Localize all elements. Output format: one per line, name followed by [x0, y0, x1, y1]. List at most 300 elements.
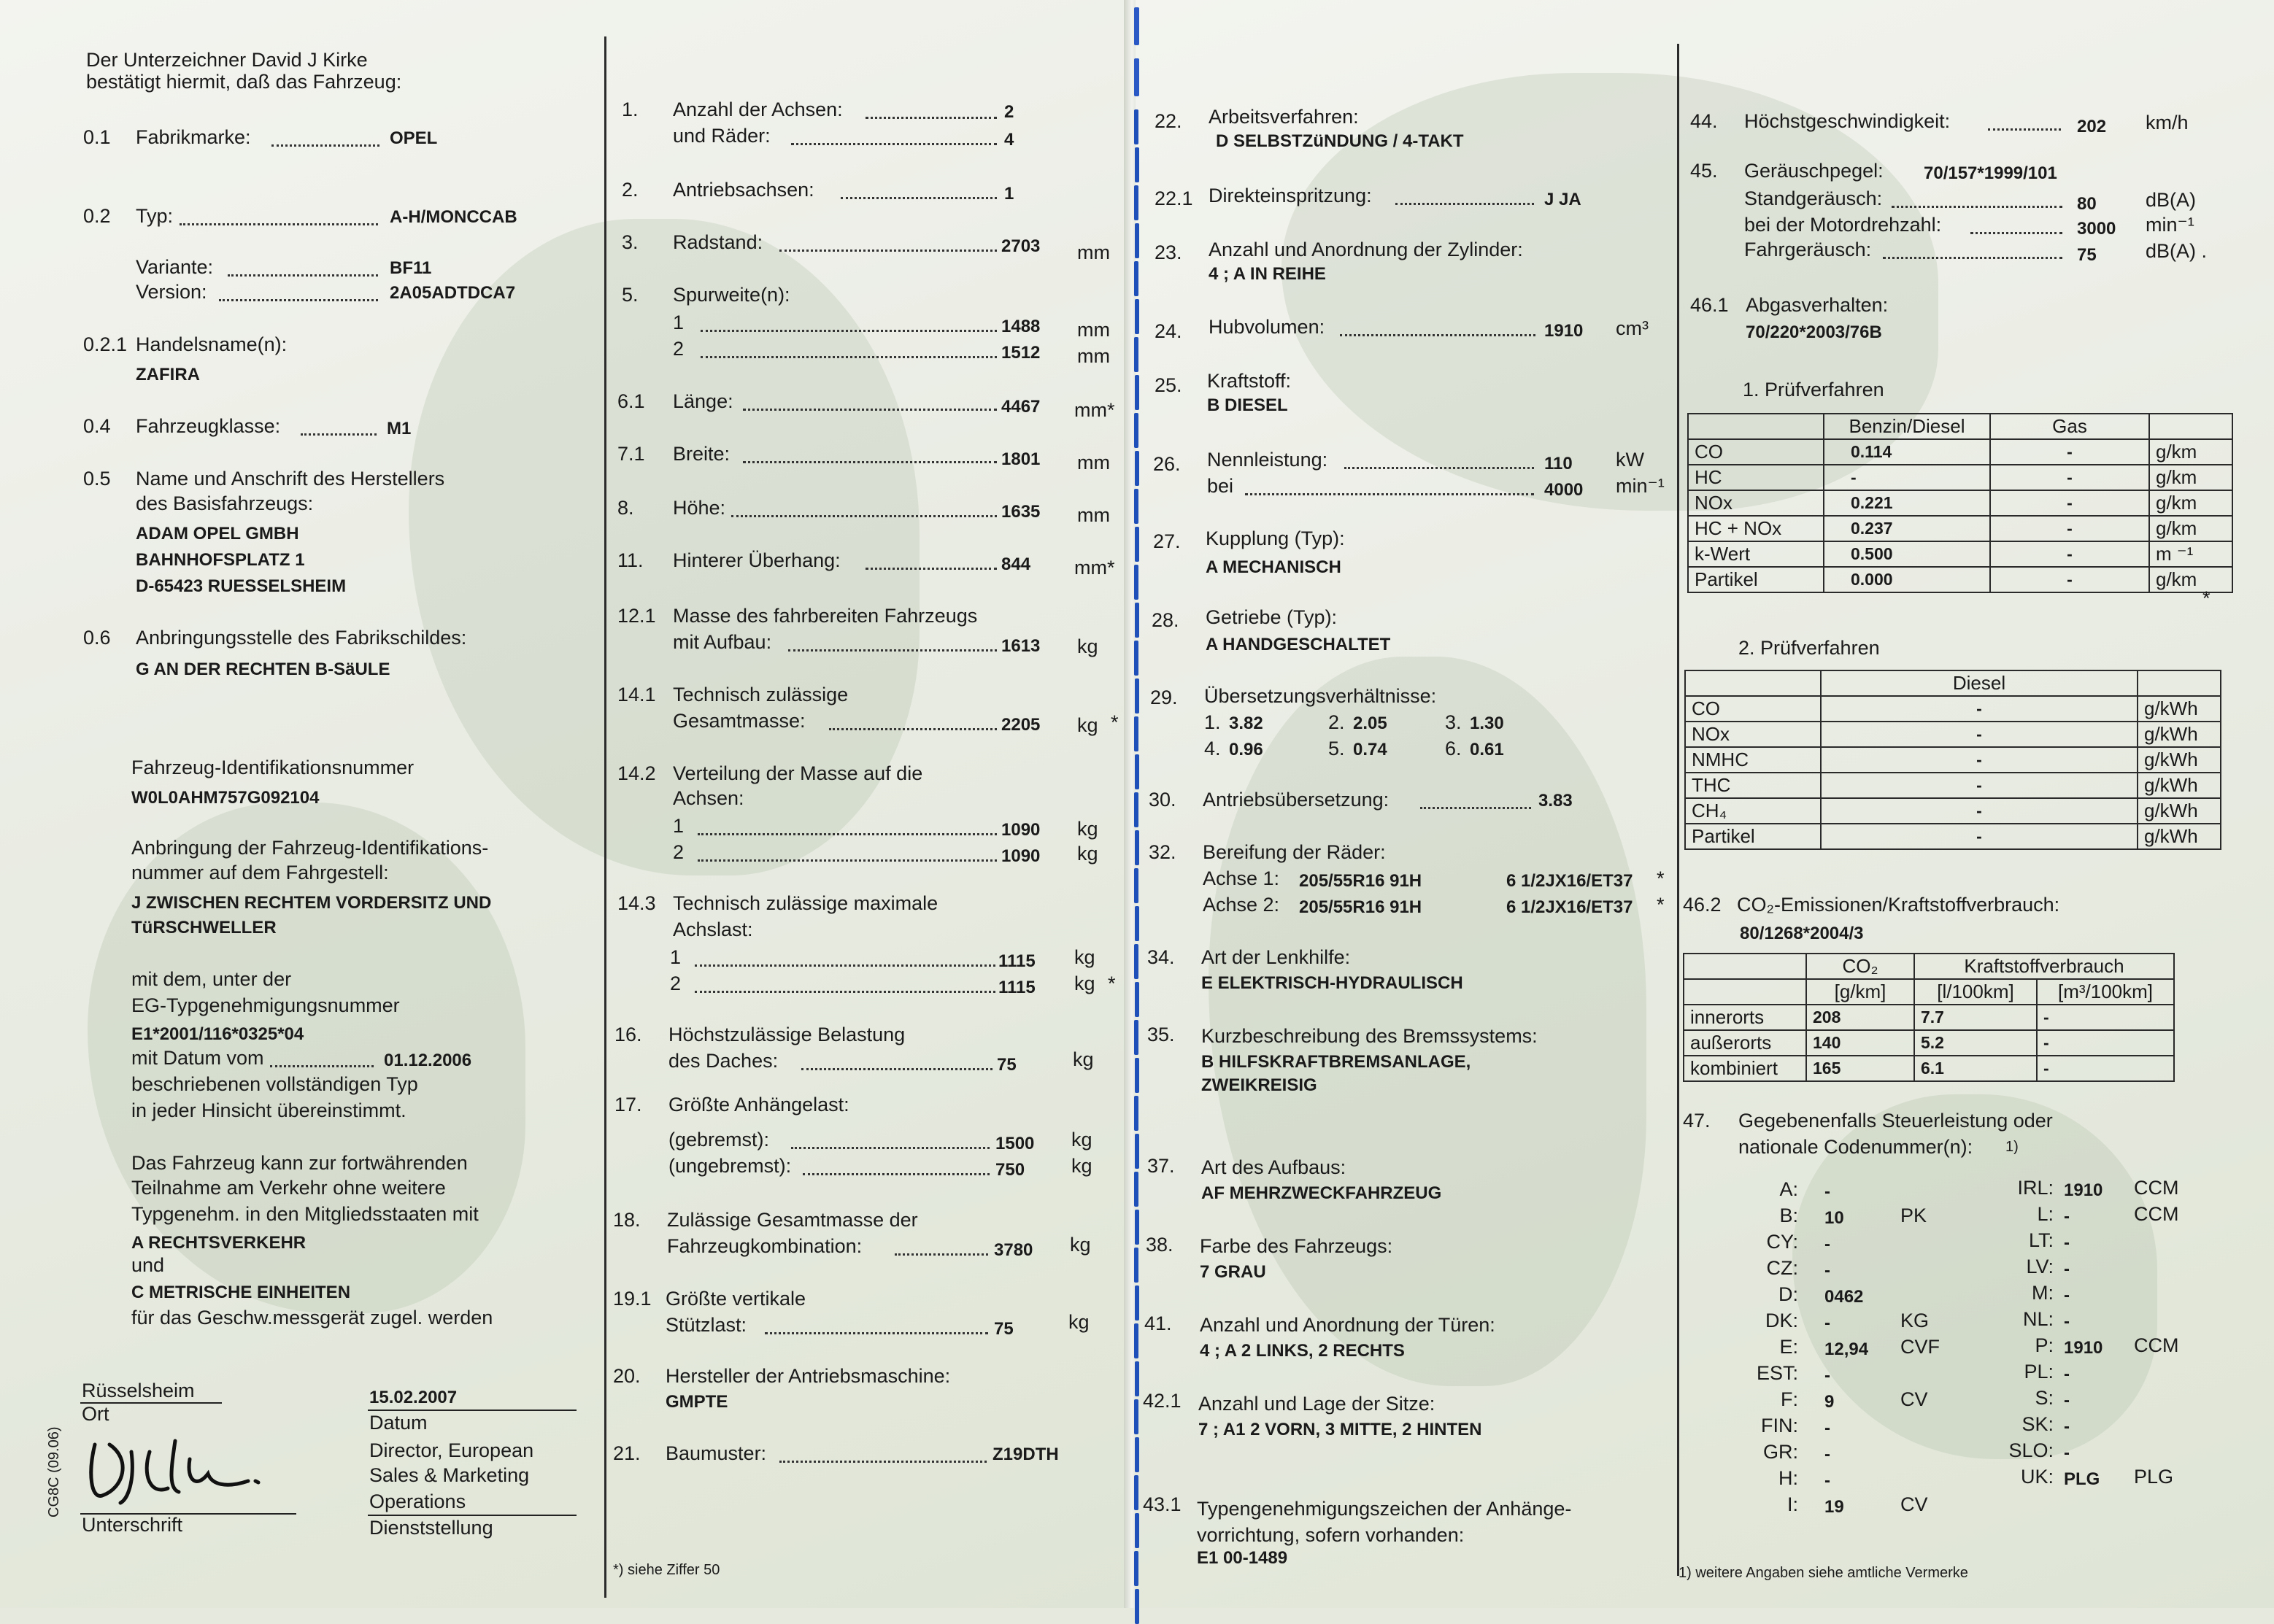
ratio-num: 1.	[1204, 711, 1221, 733]
item-num: 44.	[1690, 110, 1718, 132]
row-num: 2	[673, 841, 685, 863]
item-num: 34.	[1147, 946, 1175, 968]
item-num: 0.2	[83, 205, 111, 227]
label-getriebe: Getriebe (Typ):	[1206, 606, 1338, 628]
table-cell: 0.114	[1824, 439, 1990, 465]
label-date: mit Datum vom	[131, 1047, 264, 1069]
table-header	[1688, 414, 1824, 439]
label-anhaengevorrichtung-2: vorrichtung, sofern vorhanden:	[1197, 1524, 1465, 1546]
spine-stitch	[1134, 868, 1138, 903]
table-header: [l/100km]	[1914, 979, 2037, 1005]
item-num: 21.	[613, 1442, 641, 1464]
country-code-value: -	[1824, 1445, 1830, 1464]
country-code-label: FIN:	[1761, 1415, 1798, 1437]
table-cell: 6.1	[1914, 1056, 2037, 1081]
value-fabrikschild: G AN DER RECHTEN B-SäULE	[136, 660, 390, 679]
intro-line-2: bestätigt hiermit, daß das Fahrzeug:	[86, 71, 402, 93]
dot-leader	[1892, 188, 2062, 208]
item-num: 46.1	[1690, 294, 1729, 316]
dot-leader	[228, 257, 378, 277]
table-cell: 0.221	[1824, 490, 1990, 516]
country-code-label: I:	[1787, 1493, 1798, 1515]
dot-leader	[1988, 111, 2061, 131]
country-code-value: -	[2064, 1285, 2070, 1305]
country-code-value: -	[1824, 1313, 1830, 1333]
value-motordrehzahl: 3000	[2077, 219, 2116, 239]
staple-mark	[1134, 7, 1139, 45]
table-cell: g/kWh	[2138, 722, 2221, 747]
dot-leader	[219, 282, 378, 301]
value-drehzahl: 4000	[1544, 480, 1584, 500]
dot-leader	[1245, 476, 1534, 495]
label-hersteller-2: des Basisfahrzeugs:	[136, 492, 314, 514]
table-row	[1688, 541, 2232, 567]
table-header	[2138, 670, 2221, 696]
value-verteilung-1: 1090	[1001, 820, 1041, 840]
table-row-label: k-Wert	[1688, 541, 1824, 567]
handwritten-signature	[80, 1430, 299, 1510]
item-num: 26.	[1153, 453, 1181, 475]
footnote-mark: *	[1111, 711, 1119, 733]
spine-stitch	[1134, 792, 1138, 827]
value-co2-ref: 80/1268*2004/3	[1740, 924, 1864, 943]
country-code-value: 0462	[1824, 1287, 1864, 1307]
country-code-label: SK:	[2021, 1413, 2054, 1435]
value-hoechstgeschwindigkeit: 202	[2077, 117, 2107, 136]
item-num: 37.	[1147, 1155, 1175, 1177]
country-code-value: -	[2064, 1312, 2070, 1331]
unit: kg	[1074, 973, 1095, 994]
value-kraftstoff: B DIESEL	[1207, 395, 1288, 415]
country-code-label: A:	[1779, 1178, 1798, 1200]
spine-stitch	[1135, 1058, 1139, 1093]
country-code-unit: CV	[1900, 1493, 1928, 1515]
item-num: 18.	[613, 1209, 641, 1231]
value-achslast-2: 1115	[998, 978, 1036, 997]
dot-leader	[765, 1315, 988, 1334]
item-num: 14.1	[617, 684, 656, 705]
country-code-value: -	[2064, 1417, 2070, 1437]
country-code-value: -	[2064, 1233, 2070, 1253]
country-code-label: M:	[2032, 1282, 2054, 1304]
spine-stitch	[1134, 109, 1138, 144]
country-code-label: CY:	[1766, 1231, 1798, 1253]
table-row	[1688, 439, 2232, 465]
country-code-label: UK:	[2020, 1466, 2054, 1488]
table-cell: -	[1821, 747, 2138, 773]
item-num: 14.3	[617, 892, 656, 914]
label-sitze: Anzahl und Lage der Sitze:	[1198, 1393, 1435, 1415]
label-fin-place-2: nummer auf dem Fahrgestell:	[131, 862, 389, 883]
label-achsen: Anzahl der Achsen:	[673, 98, 843, 120]
item-num: 46.2	[1683, 894, 1722, 916]
table-cell: -	[2037, 1056, 2174, 1081]
table-row-label: außerorts	[1684, 1030, 1806, 1056]
table-row-label: HC + NOx	[1688, 516, 1824, 541]
label-place: Ort	[82, 1403, 109, 1425]
unit: dB(A)	[2146, 189, 2197, 211]
spine-stitch	[1135, 375, 1139, 410]
table-cell: -	[1990, 516, 2149, 541]
item-num: 3.	[622, 231, 639, 253]
item-num: 0.1	[83, 126, 111, 148]
spine-stitch	[1134, 716, 1138, 751]
country-code-label: GR:	[1762, 1441, 1798, 1463]
spine-stitch	[1134, 337, 1138, 372]
row-num: 2	[670, 973, 682, 994]
table-row	[1684, 1030, 2174, 1056]
label-uebersetzung: Übersetzungsverhältnisse:	[1204, 685, 1437, 707]
table-cell: g/kWh	[2138, 696, 2221, 722]
table-cell: -	[1990, 567, 2149, 592]
item-num: 2.	[622, 179, 639, 201]
spine-stitch	[1134, 1399, 1138, 1434]
unit: min⁻¹	[2146, 214, 2194, 236]
ratio-num: 5.	[1328, 738, 1345, 759]
item-num: 24.	[1155, 320, 1182, 342]
co2-consumption-table	[1683, 953, 2175, 1082]
item-num: 7.1	[617, 443, 645, 465]
unit: kg	[1071, 1155, 1092, 1177]
label-dachlast-2: des Daches:	[668, 1050, 779, 1072]
spine-stitch	[1134, 1248, 1138, 1283]
country-code-label: LV:	[2026, 1256, 2054, 1277]
label-gebremst: (gebremst):	[668, 1129, 770, 1151]
table-row-label: THC	[1685, 773, 1821, 798]
value-lenkhilfe: E ELEKTRISCH-HYDRAULISCH	[1201, 973, 1463, 993]
country-code-value: 9	[1824, 1392, 1835, 1412]
value-fin-place-2: TüRSCHWELLER	[131, 918, 277, 937]
spine-stitch	[1135, 1285, 1139, 1321]
row-num: 1	[670, 946, 682, 968]
table-cell: 140	[1806, 1030, 1914, 1056]
item-num: 5.	[622, 284, 639, 306]
spine-stitch	[1135, 906, 1139, 941]
spine-stitch	[1135, 451, 1139, 486]
table-cell: -	[1821, 722, 2138, 747]
label-stuetzlast-2: Stützlast:	[666, 1314, 747, 1336]
label-fabrikschild: Anbringungsstelle des Fabrikschildes:	[136, 627, 467, 649]
value-ungebremst: 750	[995, 1160, 1025, 1180]
table-row	[1684, 1056, 2174, 1081]
spine-stitch	[1135, 603, 1139, 638]
unit: mm	[1077, 452, 1110, 473]
label-typ: Typ:	[136, 205, 174, 227]
country-code-label: NL:	[2022, 1308, 2054, 1330]
item-num: 47.	[1683, 1110, 1711, 1132]
ratio-value: 1.30	[1470, 714, 1504, 733]
spine-stitch	[1135, 1210, 1139, 1245]
country-code-label: L:	[2037, 1203, 2054, 1225]
dot-leader	[866, 99, 997, 119]
dot-leader	[791, 1129, 990, 1149]
country-code-label: S:	[2035, 1387, 2054, 1409]
table-row-label: CO	[1685, 696, 1821, 722]
country-code-unit: CVF	[1900, 1336, 1940, 1358]
table-cell: -	[2037, 1030, 2174, 1056]
item-num: 14.2	[617, 762, 656, 784]
item-num: 1.	[622, 98, 639, 120]
value-sign-date: 15.02.2007	[369, 1388, 458, 1407]
value-antriebsachsen: 1	[1004, 184, 1014, 204]
text-use-2: Teilnahme am Verkehr ohne weitere	[131, 1177, 446, 1199]
spine-stitch	[1135, 982, 1139, 1017]
value-spurweite-2: 1512	[1001, 343, 1041, 363]
value-position-2: Sales & Marketing	[369, 1464, 530, 1486]
dot-leader	[791, 125, 997, 145]
country-code-value: PLG	[2064, 1469, 2100, 1489]
dot-leader	[698, 842, 997, 862]
table-row	[1688, 490, 2232, 516]
table-row	[1685, 696, 2221, 722]
spine-stitch	[1134, 1096, 1138, 1131]
country-code-value: -	[2064, 1259, 2070, 1279]
table-cell: 5.2	[1914, 1030, 2037, 1056]
table-header	[1684, 954, 1806, 979]
unit: dB(A) .	[2146, 240, 2208, 262]
table-header: Kraftstoffverbrauch	[1914, 954, 2174, 979]
label-kombination: Zulässige Gesamtmasse der	[667, 1209, 918, 1231]
table-row-label: Partikel	[1685, 824, 1821, 849]
footnote: 1) weitere Angaben siehe amtliche Vermerke	[1678, 1565, 1968, 1581]
value-farbe: 7 GRAU	[1200, 1262, 1266, 1282]
unit: kg	[1077, 843, 1098, 865]
unit: kW	[1616, 449, 1644, 471]
label-nennleistung: Nennleistung:	[1207, 449, 1328, 471]
ratio-value: 0.74	[1353, 740, 1387, 759]
spine-stitch	[1135, 299, 1139, 334]
item-num: 8.	[617, 497, 634, 519]
item-num: 16.	[614, 1024, 642, 1045]
label-fahrzeugklasse: Fahrzeugklasse:	[136, 415, 281, 437]
table-header	[1684, 979, 1806, 1005]
label-verteilung-2: Achsen:	[673, 787, 744, 809]
item-num: 23.	[1155, 241, 1182, 263]
dot-leader	[743, 391, 997, 411]
spine-stitch	[1134, 489, 1138, 524]
label-raeder: und Räder:	[673, 125, 771, 147]
value-units: C METRISCHE EINHEITEN	[131, 1283, 351, 1302]
table-row-label: NOx	[1688, 490, 1824, 516]
country-code-unit: CCM	[2134, 1334, 2179, 1356]
table-cell: g/kWh	[2138, 747, 2221, 773]
footnote-ref: 1)	[2005, 1139, 2019, 1155]
unit: mm*	[1074, 399, 1115, 421]
ratio-num: 3.	[1445, 711, 1462, 733]
label-baumuster: Baumuster:	[666, 1442, 767, 1464]
spine-stitch	[1134, 1172, 1138, 1207]
value-variante: BF11	[390, 258, 432, 278]
text-use: Das Fahrzeug kann zur fortwährenden	[131, 1152, 468, 1174]
label-hersteller: Name und Anschrift des Herstellers	[136, 468, 445, 490]
label-kupplung: Kupplung (Typ):	[1206, 527, 1345, 549]
item-num: 30.	[1149, 789, 1176, 811]
label-stuetzlast: Größte vertikale	[666, 1288, 806, 1310]
value-nennleistung: 110	[1544, 454, 1573, 473]
country-code-label: E:	[1779, 1336, 1798, 1358]
spine-stitch	[1134, 1551, 1138, 1586]
value-arbeitsverfahren: D SELBSTZüNDUNG / 4-TAKT	[1216, 131, 1464, 151]
label-tueren: Anzahl und Anordnung der Türen:	[1200, 1314, 1495, 1336]
label-steuerleistung: Gegebenenfalls Steuerleistung oder	[1738, 1110, 2053, 1132]
table-row-label: kombiniert	[1684, 1056, 1806, 1081]
label-masse: Masse des fahrbereiten Fahrzeugs	[673, 605, 978, 627]
label-verteilung: Verteilung der Masse auf die	[673, 762, 923, 784]
table-cell: -	[1990, 465, 2149, 490]
text-und: und	[131, 1254, 165, 1276]
item-num: 27.	[1153, 530, 1181, 552]
table-cell: 0.500	[1824, 541, 1990, 567]
spine-stitch	[1134, 565, 1138, 600]
form-code: CG8C (09.06)	[46, 1426, 62, 1517]
country-code-label: CZ:	[1766, 1257, 1798, 1279]
dot-leader	[180, 206, 378, 225]
text-eg-2: EG-Typgenehmigungsnummer	[131, 994, 400, 1016]
table-cell: 7.7	[1914, 1005, 2037, 1030]
value-felge-1: 6 1/2JX16/ET37	[1506, 871, 1633, 891]
ratio-num: 4.	[1204, 738, 1221, 759]
country-code-label: F:	[1781, 1388, 1798, 1410]
country-code-value: -	[1824, 1418, 1830, 1438]
table-cell: g/kWh	[2138, 824, 2221, 849]
value-zylinder: 4 ; A IN REIHE	[1209, 264, 1326, 284]
label-kombination-2: Fahrzeugkombination:	[667, 1235, 863, 1257]
item-num: 6.1	[617, 390, 645, 412]
item-num: 32.	[1149, 841, 1176, 863]
label-position: Dienststellung	[369, 1517, 493, 1539]
text-speedo: für das Geschw.messgerät zugel. werden	[131, 1307, 493, 1329]
item-num: 42.1	[1143, 1390, 1182, 1412]
dot-leader	[1340, 317, 1535, 336]
label-fin: Fahrzeug-Identifikationsnummer	[131, 757, 415, 778]
unit: kg	[1077, 818, 1098, 840]
item-num: 29.	[1150, 687, 1178, 708]
dot-leader	[743, 444, 997, 463]
unit: kg	[1077, 714, 1098, 736]
value-antriebsuebersetzung: 3.83	[1538, 791, 1573, 811]
unit: mm	[1077, 504, 1110, 526]
value-masse: 1613	[1001, 636, 1041, 656]
spine-stitch	[1135, 527, 1139, 562]
spine-stitch	[1134, 261, 1138, 296]
label-radstand: Radstand:	[673, 231, 763, 253]
spine-stitch	[1135, 1589, 1139, 1624]
label-spurweite: Spurweite(n):	[673, 284, 790, 306]
label-codenummer: nationale Codenummer(n):	[1738, 1136, 1973, 1158]
country-code-label: SLO:	[2008, 1439, 2054, 1461]
country-code-value: -	[1824, 1366, 1830, 1385]
value-breite: 1801	[1001, 449, 1041, 469]
value-radstand: 2703	[1001, 236, 1041, 256]
table-cell: -	[2037, 1005, 2174, 1030]
unit: mm*	[1074, 557, 1115, 579]
label-laenge: Länge:	[673, 390, 733, 412]
table-row	[1688, 516, 2232, 541]
column-divider	[604, 36, 606, 1598]
item-num: 22.	[1155, 110, 1182, 132]
spine-stitch	[1135, 678, 1139, 714]
footnote-mark: *	[1657, 867, 1665, 889]
table-cell: 0.237	[1824, 516, 1990, 541]
label-version: Version:	[136, 281, 207, 303]
spine-stitch	[1135, 754, 1139, 789]
value-standgeraeusch: 80	[2077, 194, 2097, 214]
country-code-value: -	[1824, 1234, 1830, 1254]
unit: mm	[1077, 241, 1110, 263]
dot-leader	[829, 711, 997, 730]
value-tueren: 4 ; A 2 LINKS, 2 RECHTS	[1200, 1341, 1405, 1361]
label-gesamtmasse: Technisch zulässige	[673, 684, 849, 705]
column-divider	[1677, 44, 1679, 1576]
country-code-unit: CV	[1900, 1388, 1928, 1410]
table-row	[1685, 773, 2221, 798]
text-eg-3: beschriebenen vollständigen Typ	[131, 1073, 418, 1095]
dot-leader	[1883, 239, 2062, 259]
item-num: 0.5	[83, 468, 111, 490]
table-row	[1685, 824, 2221, 849]
value-fin-place: J ZWISCHEN RECHTEM VORDERSITZ UND	[131, 893, 492, 913]
value-spurweite-1: 1488	[1001, 317, 1041, 336]
table-title-pruefverfahren-2: 2. Prüfverfahren	[1738, 637, 1880, 659]
value-gebremst: 1500	[995, 1134, 1035, 1153]
row-num: 1	[673, 815, 685, 837]
value-felge-2: 6 1/2JX16/ET37	[1506, 897, 1633, 917]
spine-stitch	[1135, 1513, 1139, 1548]
dot-leader	[271, 127, 379, 147]
country-code-label: H:	[1778, 1467, 1798, 1489]
unit: kg	[1074, 946, 1095, 968]
spine-stitch	[1134, 944, 1138, 979]
country-code-value: -	[2064, 1391, 2070, 1410]
table-cell: -	[1821, 824, 2138, 849]
unit: km/h	[2146, 112, 2189, 134]
label-hoehe: Höhe:	[673, 497, 726, 519]
country-code-unit: CCM	[2134, 1203, 2179, 1225]
table-row	[1685, 722, 2221, 747]
label-antriebsachsen: Antriebsachsen:	[673, 179, 814, 201]
unit: kg	[1070, 1234, 1091, 1256]
value-fahrzeugklasse: M1	[387, 419, 412, 438]
item-num: 19.1	[613, 1288, 652, 1310]
dot-leader	[803, 1156, 990, 1175]
value-position: Director, European	[369, 1439, 534, 1461]
staple-mark	[1134, 58, 1139, 96]
unit: mm	[1077, 345, 1110, 367]
dot-leader	[788, 632, 997, 651]
table-title-pruefverfahren-1: 1. Prüfverfahren	[1743, 379, 1884, 401]
value-typ: A-H/MONCCAB	[390, 207, 517, 227]
table-cell: g/km	[2149, 516, 2232, 541]
label-breite: Breite:	[673, 443, 731, 465]
table-row-label: HC	[1688, 465, 1824, 490]
country-code-value: -	[1824, 1261, 1830, 1280]
country-code-label: IRL:	[2017, 1177, 2054, 1199]
table-cell: g/km	[2149, 567, 2232, 592]
value-eg-number: E1*2001/116*0325*04	[131, 1024, 304, 1044]
dot-leader	[779, 232, 997, 252]
row-num: 2	[673, 338, 685, 360]
label-fabrikmarke: Fabrikmarke:	[136, 126, 251, 148]
item-num: 45.	[1690, 160, 1718, 182]
item-num: 22.1	[1155, 187, 1193, 209]
dot-leader	[866, 550, 997, 570]
label-bremssystem: Kurzbeschreibung des Bremssystems:	[1201, 1025, 1538, 1047]
spine-stitch	[1134, 1475, 1138, 1510]
value-kombination: 3780	[994, 1240, 1033, 1260]
label-abgasverhalten: Abgasverhalten:	[1746, 294, 1889, 316]
value-reifen-1: 205/55R16 91H	[1299, 871, 1422, 891]
country-code-unit: PLG	[2134, 1466, 2174, 1488]
